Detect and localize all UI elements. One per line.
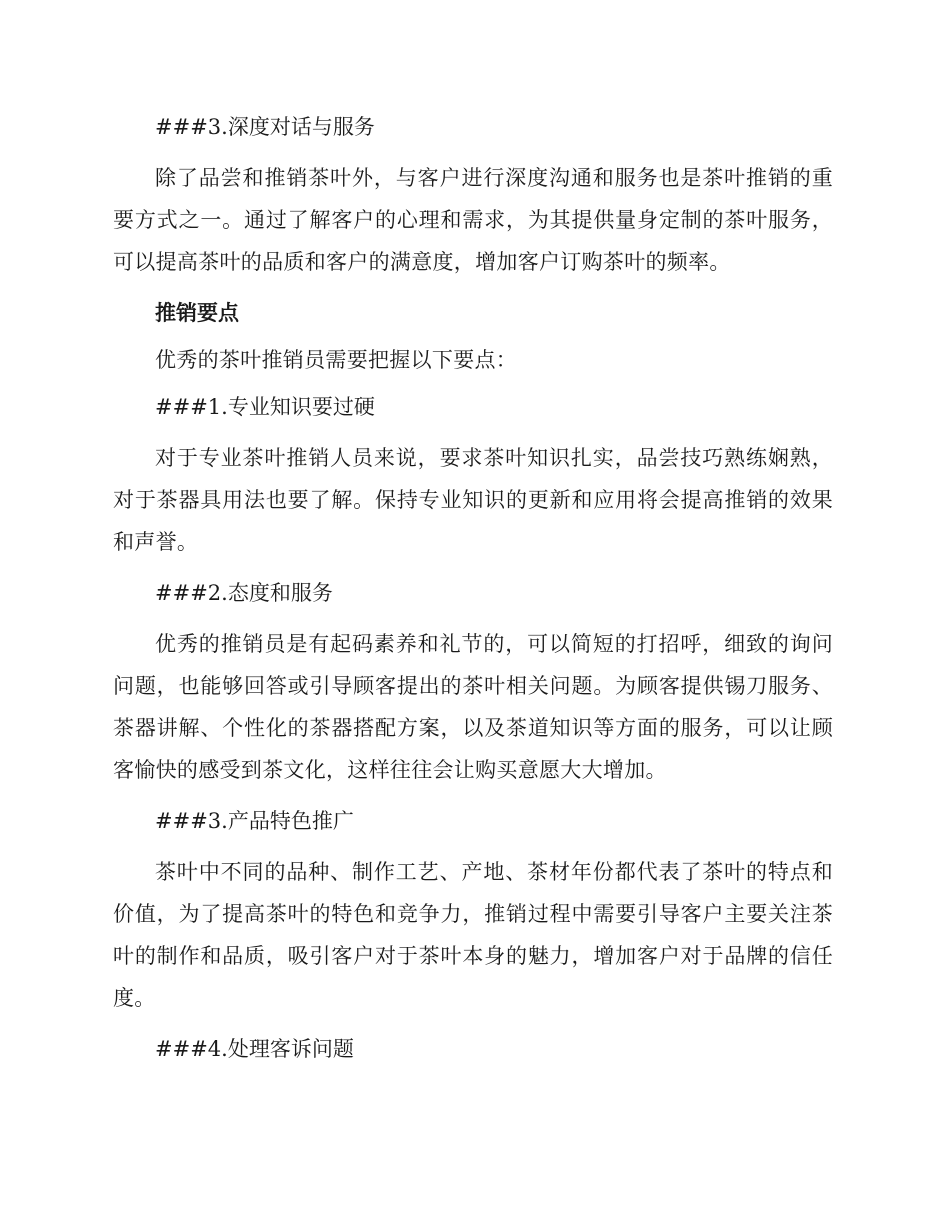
subheading-deep-dialogue: ###3.深度对话与服务 xyxy=(155,115,375,139)
subheading-attitude-service: ###2.态度和服务 xyxy=(155,581,333,605)
paragraph-attitude-service: 优秀的推销员是有起码素养和礼节的，可以简短的打招呼，细致的询问问题，也能够回答或引导顾客提出的茶叶相关问题。为顾客提供锡刀服务、茶器讲解、个性化的茶器搭配方案，以及茶道知识等方面的服务，可以让顾客愉快的感受到茶文化，这样往往会让购买意愿大大增加。 xyxy=(113,632,833,782)
paragraph-deep-dialogue: 除了品尝和推销茶叶外，与客户进行深度沟通和服务也是茶叶推销的重要方式之一。通过了解客户的心理和需求，为其提供量身定制的茶叶服务，可以提高茶叶的品质和客户的满意度，增加客户订购茶叶的频率。 xyxy=(113,166,833,274)
section-title-sales-points: 推销要点 xyxy=(155,300,239,325)
document-page xyxy=(113,110,833,1079)
paragraph-intro-points: 优秀的茶叶推销员需要把握以下要点： xyxy=(155,348,518,372)
subheading-professional-knowledge: ###1.专业知识要过硬 xyxy=(155,395,375,419)
paragraph-product-features: 茶叶中不同的品种、制作工艺、产地、茶材年份都代表了茶叶的特点和价值，为了提高茶叶的特色和竞争力，推销过程中需要引导客户主要关注茶叶的制作和品质，吸引客户对于茶叶本身的魅力，增加客户对于品牌的信任度。 xyxy=(113,860,833,1010)
subheading-complaints: ###4.处理客诉问题 xyxy=(155,1037,354,1061)
paragraph-professional-knowledge: 对于专业茶叶推销人员来说，要求茶叶知识扎实，品尝技巧熟练娴熟，对于茶器具用法也要了解。保持专业知识的更新和应用将会提高推销的效果和声誉。 xyxy=(113,446,833,554)
subheading-product-features: ###3.产品特色推广 xyxy=(155,809,354,833)
